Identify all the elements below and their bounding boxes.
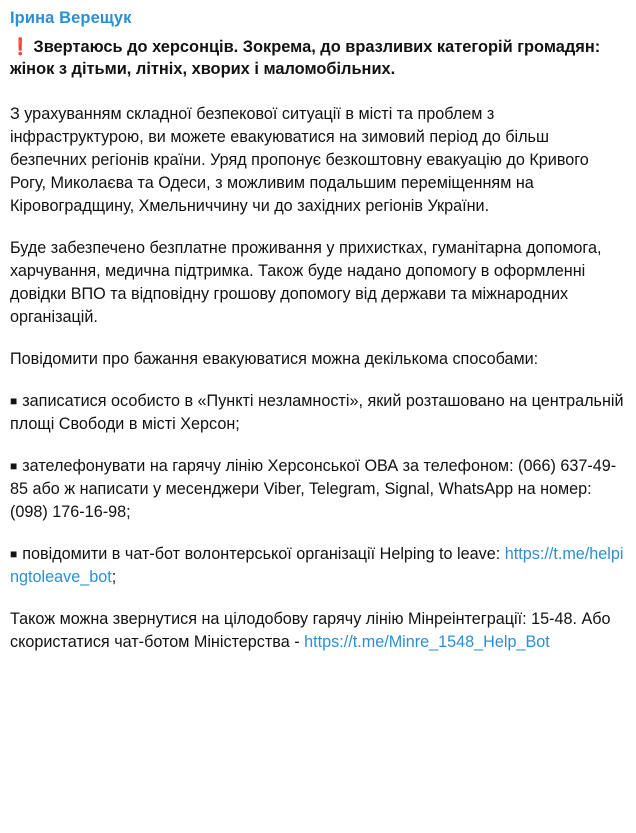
post-paragraph-1: З урахуванням складної безпекової ситуації в місті та проблем з інфраструктурою, ви можете евакуюватися на зимовий період до більш безпечних регіонів країни. Уряд пропонує безкоштовну евакуацію до Кривого Рогу, Миколаєва та Одеси, з можливим подальшим переміщенням на Кіровоградщину, Хмельниччину чи до західних регіонів України. (10, 104, 589, 215)
helpingtoleave-bot-link[interactable]: https://t.me/helpingtoleave_bot (10, 544, 624, 586)
bullet-item-3 (10, 543, 626, 589)
footer-text: Також можна звернутися на цілодобову гарячу лінію Мінреінтеграції: 15-48. Або скористатися чат-ботом Міністерства - (10, 609, 611, 651)
post-author[interactable]: Ірина Верещук (10, 9, 132, 27)
warning-exclamation-icon: ❗ (10, 37, 31, 56)
square-bullet-icon: ■ (10, 393, 18, 408)
post-lead-paragraph (10, 36, 626, 81)
bullet-item-2-text: зателефонувати на гарячу лінію Херсонської ОВА за телефоном: (066) 637-49-85 або ж написати у месенджери Viber, Telegram, Signal, WhatsApp на номер: (098) 176-16-98; (10, 456, 617, 521)
square-bullet-icon: ■ (10, 546, 18, 561)
post-paragraph-2: Буде забезпечено безплатне проживання у прихистках, гуманітарна допомога, харчування, медична підтримка. Також буде надано допомогу в оформленні довідки ВПО та відповідну грошову допомогу від держави та міжнародних організацій. (10, 238, 602, 326)
post-paragraph-3: Повідомити про бажання евакуюватися можна декількома способами: (10, 349, 539, 368)
minre-help-bot-link[interactable]: https://t.me/Minre_1548_Help_Bot (304, 632, 550, 651)
post-footer-paragraph (10, 608, 626, 654)
lead-text: Звертаюсь до херсонців. Зокрема, до вразливих категорій громадян: жінок з дітьми, літніх, хворих і маломобільних. (10, 37, 601, 79)
bullet-item-3-suffix: ; (111, 567, 117, 586)
bullet-item-2 (10, 455, 626, 524)
bullet-item-3-text: повідомити в чат-бот волонтерської організації Helping to leave: (22, 544, 505, 563)
square-bullet-icon: ■ (10, 458, 18, 473)
bullet-item-1 (10, 390, 626, 436)
bullet-item-1-text: записатися особисто в «Пункті незламності», який розташовано на центральній площі Свободи в місті Херсон; (10, 391, 624, 433)
